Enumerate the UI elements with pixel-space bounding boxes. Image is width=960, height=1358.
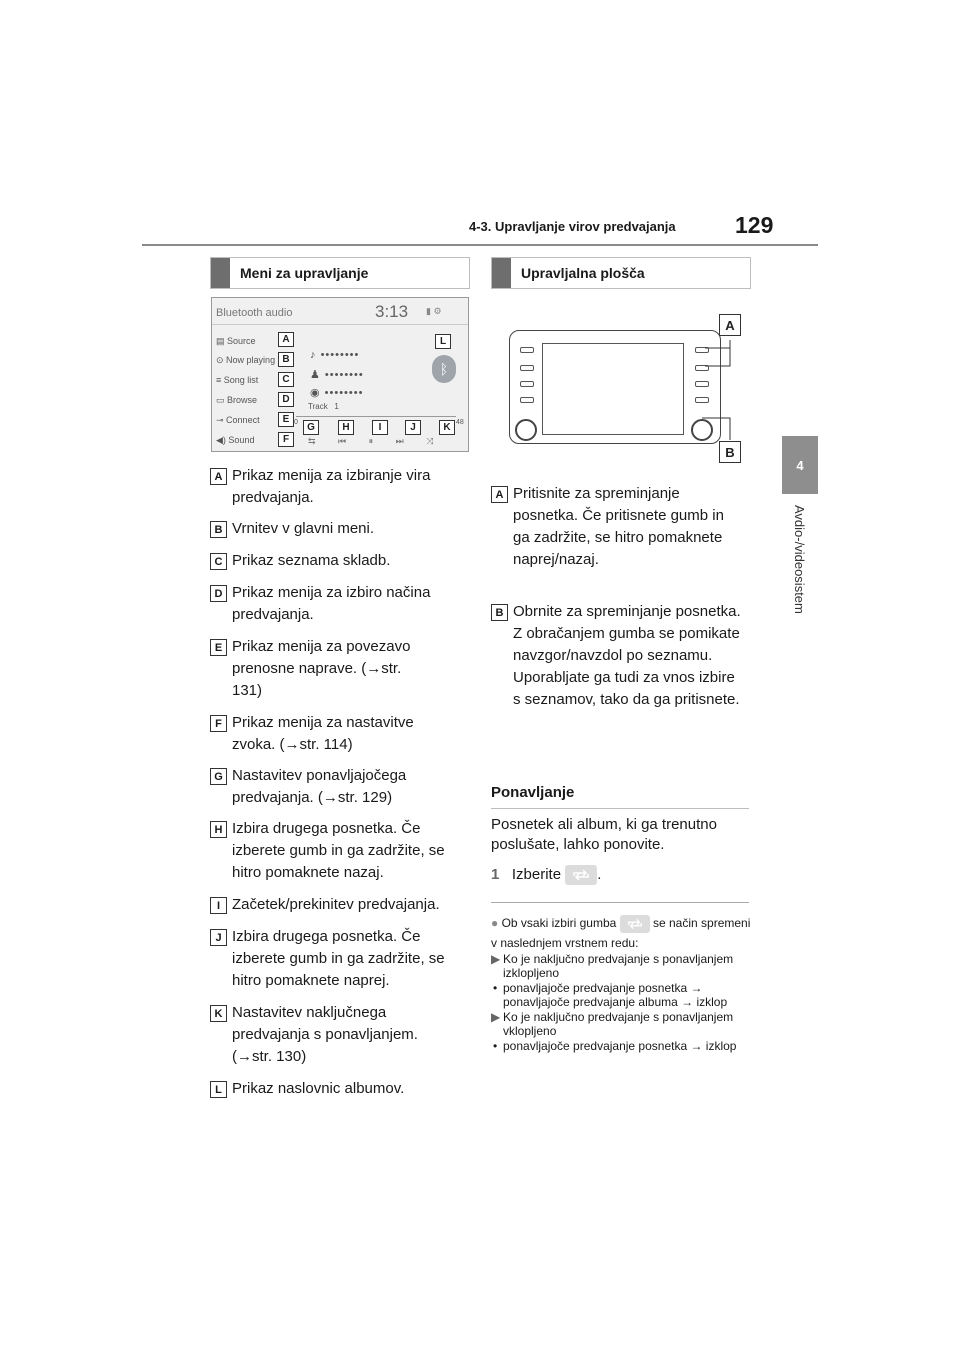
heading-text: Upravljalna plošča	[521, 265, 645, 281]
callout-k: K	[439, 420, 455, 435]
list-item	[210, 926, 472, 1002]
power-volume-knob[interactable]	[515, 419, 537, 441]
menu-browse[interactable]: ▭ Browse	[216, 395, 258, 405]
key-badge: D	[210, 585, 227, 602]
bullet-icon: •	[493, 1039, 498, 1053]
item-text: Obrnite za spreminjanje posnetka. Z obračanjem gumba se pomikate navzgor/navzdol po seznamu. Uporabljate ga tudi za vnos izbire s seznamov, tako da ga pritisnete.	[513, 603, 741, 708]
song-title-dots: ♪ ••••••••	[310, 349, 360, 361]
item-text: Prikaz menija za izbiranje vira predvajanja.	[232, 467, 431, 506]
item-text: Nastavitev naključnega predvajanja s ponavljanjem. (→str. 130)	[232, 1004, 418, 1065]
right-item-list	[491, 483, 753, 751]
section-title: 4-3. Upravljanje virov predvajanja	[469, 219, 676, 234]
callout-a: A	[278, 332, 294, 347]
panel-button[interactable]	[520, 347, 534, 353]
screen-clock: 3:13	[375, 302, 409, 321]
key-badge: F	[210, 715, 227, 732]
key-badge: L	[210, 1081, 227, 1098]
panel-button[interactable]	[520, 381, 534, 387]
callout-b: B	[278, 352, 294, 367]
elapsed-time: 0	[294, 419, 298, 426]
list-item	[210, 582, 472, 636]
page-number: 129	[735, 212, 774, 238]
repeat-note	[491, 913, 753, 953]
case-bullet: • ponavljajoče predvajanje posnetka → izklop	[493, 1039, 737, 1053]
repeat-step: 1 Izberite .	[491, 864, 749, 886]
panel-callout-b: B	[719, 441, 741, 463]
menu-source[interactable]: ▤ Source	[216, 336, 256, 346]
note-tail: se način spremeni v naslednjem vrstnem redu:	[491, 916, 751, 950]
key-badge: J	[210, 929, 227, 946]
panel-button[interactable]	[520, 365, 534, 371]
key-badge: H	[210, 821, 227, 838]
callout-g: G	[303, 420, 319, 435]
playback-controls: ⇆ ⏮ ⏸ ⏭ ⤨	[308, 436, 434, 446]
key-badge: K	[210, 1005, 227, 1022]
list-item	[210, 894, 472, 926]
key-badge: A	[491, 486, 508, 503]
key-badge: E	[210, 639, 227, 656]
status-icons: ▮ ⚙	[426, 306, 442, 316]
case-heading: ▶ Ko je naključno predvajanje s ponavljanjem vklopljeno	[491, 1010, 734, 1038]
step-text: Izberite	[511, 866, 562, 883]
list-item	[491, 483, 753, 601]
chapter-tab: 4	[782, 436, 818, 494]
artist-dots: ♟ ••••••••	[310, 369, 364, 381]
callout-f: F	[278, 432, 294, 447]
list-item	[210, 465, 472, 518]
head-unit-panel	[509, 330, 721, 444]
bullet-icon: •	[493, 981, 498, 995]
case-bullet: • ponavljajoče predvajanje posnetka → ponavljajoče predvajanje albuma → izklop	[493, 981, 728, 1009]
item-text: Izbira drugega posnetka. Če izberete gumb in ga zadržite, se hitro pomaknete nazaj.	[232, 820, 445, 881]
callout-e: E	[278, 412, 294, 427]
key-badge: C	[210, 553, 227, 570]
control-menu-heading	[210, 257, 470, 289]
triangle-bullet-icon: ▶	[491, 952, 501, 966]
panel-display	[542, 343, 684, 435]
bluetooth-icon: ᛒ	[432, 355, 456, 383]
key-badge: B	[210, 521, 227, 538]
item-text: Začetek/prekinitev predvajanja.	[232, 896, 440, 913]
step-number: 1	[491, 866, 500, 883]
repeat-heading	[491, 776, 749, 809]
list-item	[210, 518, 472, 550]
key-badge: B	[491, 604, 508, 621]
menu-song-list[interactable]: ≡ Song list	[216, 375, 259, 385]
menu-connect[interactable]: ⊸ Connect	[216, 415, 260, 425]
list-item	[210, 1002, 472, 1078]
case-heading: ▶ Ko je naključno predvajanje s ponavljanjem izklopljeno	[491, 952, 734, 980]
heading-bar	[492, 258, 511, 288]
control-panel-heading	[491, 257, 751, 289]
repeat-icon	[620, 915, 650, 933]
callout-l: L	[435, 334, 451, 349]
album-dots: ◉ ••••••••	[310, 387, 364, 399]
list-item	[210, 1078, 472, 1108]
bluetooth-audio-screen	[211, 297, 469, 452]
note-divider	[491, 902, 749, 903]
progress-bar[interactable]	[296, 416, 456, 417]
repeat-icon[interactable]	[565, 865, 597, 885]
chapter-label: Avdio-/videosistem	[792, 505, 807, 614]
menu-now-playing[interactable]: ⊙ Now playing	[216, 355, 276, 365]
callout-j: J	[405, 420, 421, 435]
list-item	[210, 712, 472, 765]
heading-bar	[211, 258, 230, 288]
repeat-intro: Posnetek ali album, ki ga trenutno poslušate, lahko ponovite.	[491, 816, 717, 853]
item-text: Izbira drugega posnetka. Če izberete gumb in ga zadržite, se hitro pomaknete naprej.	[232, 928, 445, 989]
screen-title: Bluetooth audio	[216, 307, 293, 319]
left-item-list	[210, 465, 472, 1108]
callout-d: D	[278, 392, 294, 407]
screen-divider	[212, 324, 468, 325]
panel-callout-a: A	[719, 314, 741, 336]
repeat-cases	[491, 952, 753, 1053]
item-text: Vrnitev v glavni meni.	[232, 520, 375, 537]
remaining-time: 48	[456, 419, 464, 426]
item-text: Nastavitev ponavljajočega predvajanja. (→str. 129)	[232, 767, 407, 806]
heading-text: Meni za upravljanje	[240, 265, 369, 281]
callout-h: H	[338, 420, 354, 435]
item-text: Prikaz menija za izbiro načina predvajanja.	[232, 584, 431, 623]
note-lead: Ob vsaki izbiri gumba	[501, 916, 617, 930]
triangle-bullet-icon: ▶	[491, 1010, 501, 1024]
header-rule	[142, 244, 818, 246]
bullet-dot-icon: ●	[491, 916, 499, 930]
track-info: Track 1	[308, 402, 339, 411]
item-text: Prikaz naslovnic albumov.	[232, 1080, 405, 1097]
key-badge: I	[210, 897, 227, 914]
list-item	[210, 636, 472, 712]
item-text: Pritisnite za spreminjanje posnetka. Če pritisnete gumb in ga zadržite, se hitro pomaknete naprej/nazaj.	[513, 485, 724, 568]
list-item	[210, 550, 472, 582]
list-item	[210, 765, 472, 818]
callout-c: C	[278, 372, 294, 387]
list-item	[491, 601, 753, 751]
callout-i: I	[372, 420, 388, 435]
list-item	[210, 818, 472, 894]
item-text: Prikaz menija za povezavo prenosne naprave. (→str. 131)	[232, 638, 411, 699]
key-badge: A	[210, 468, 227, 485]
panel-button[interactable]	[520, 397, 534, 403]
repeat-title: Ponavljanje	[491, 784, 575, 801]
item-text: Prikaz menija za nastavitve zvoka. (→str. 114)	[232, 714, 414, 753]
key-badge: G	[210, 768, 227, 785]
item-text: Prikaz seznama skladb.	[232, 552, 391, 569]
menu-sound[interactable]: ◀) Sound	[216, 435, 255, 445]
